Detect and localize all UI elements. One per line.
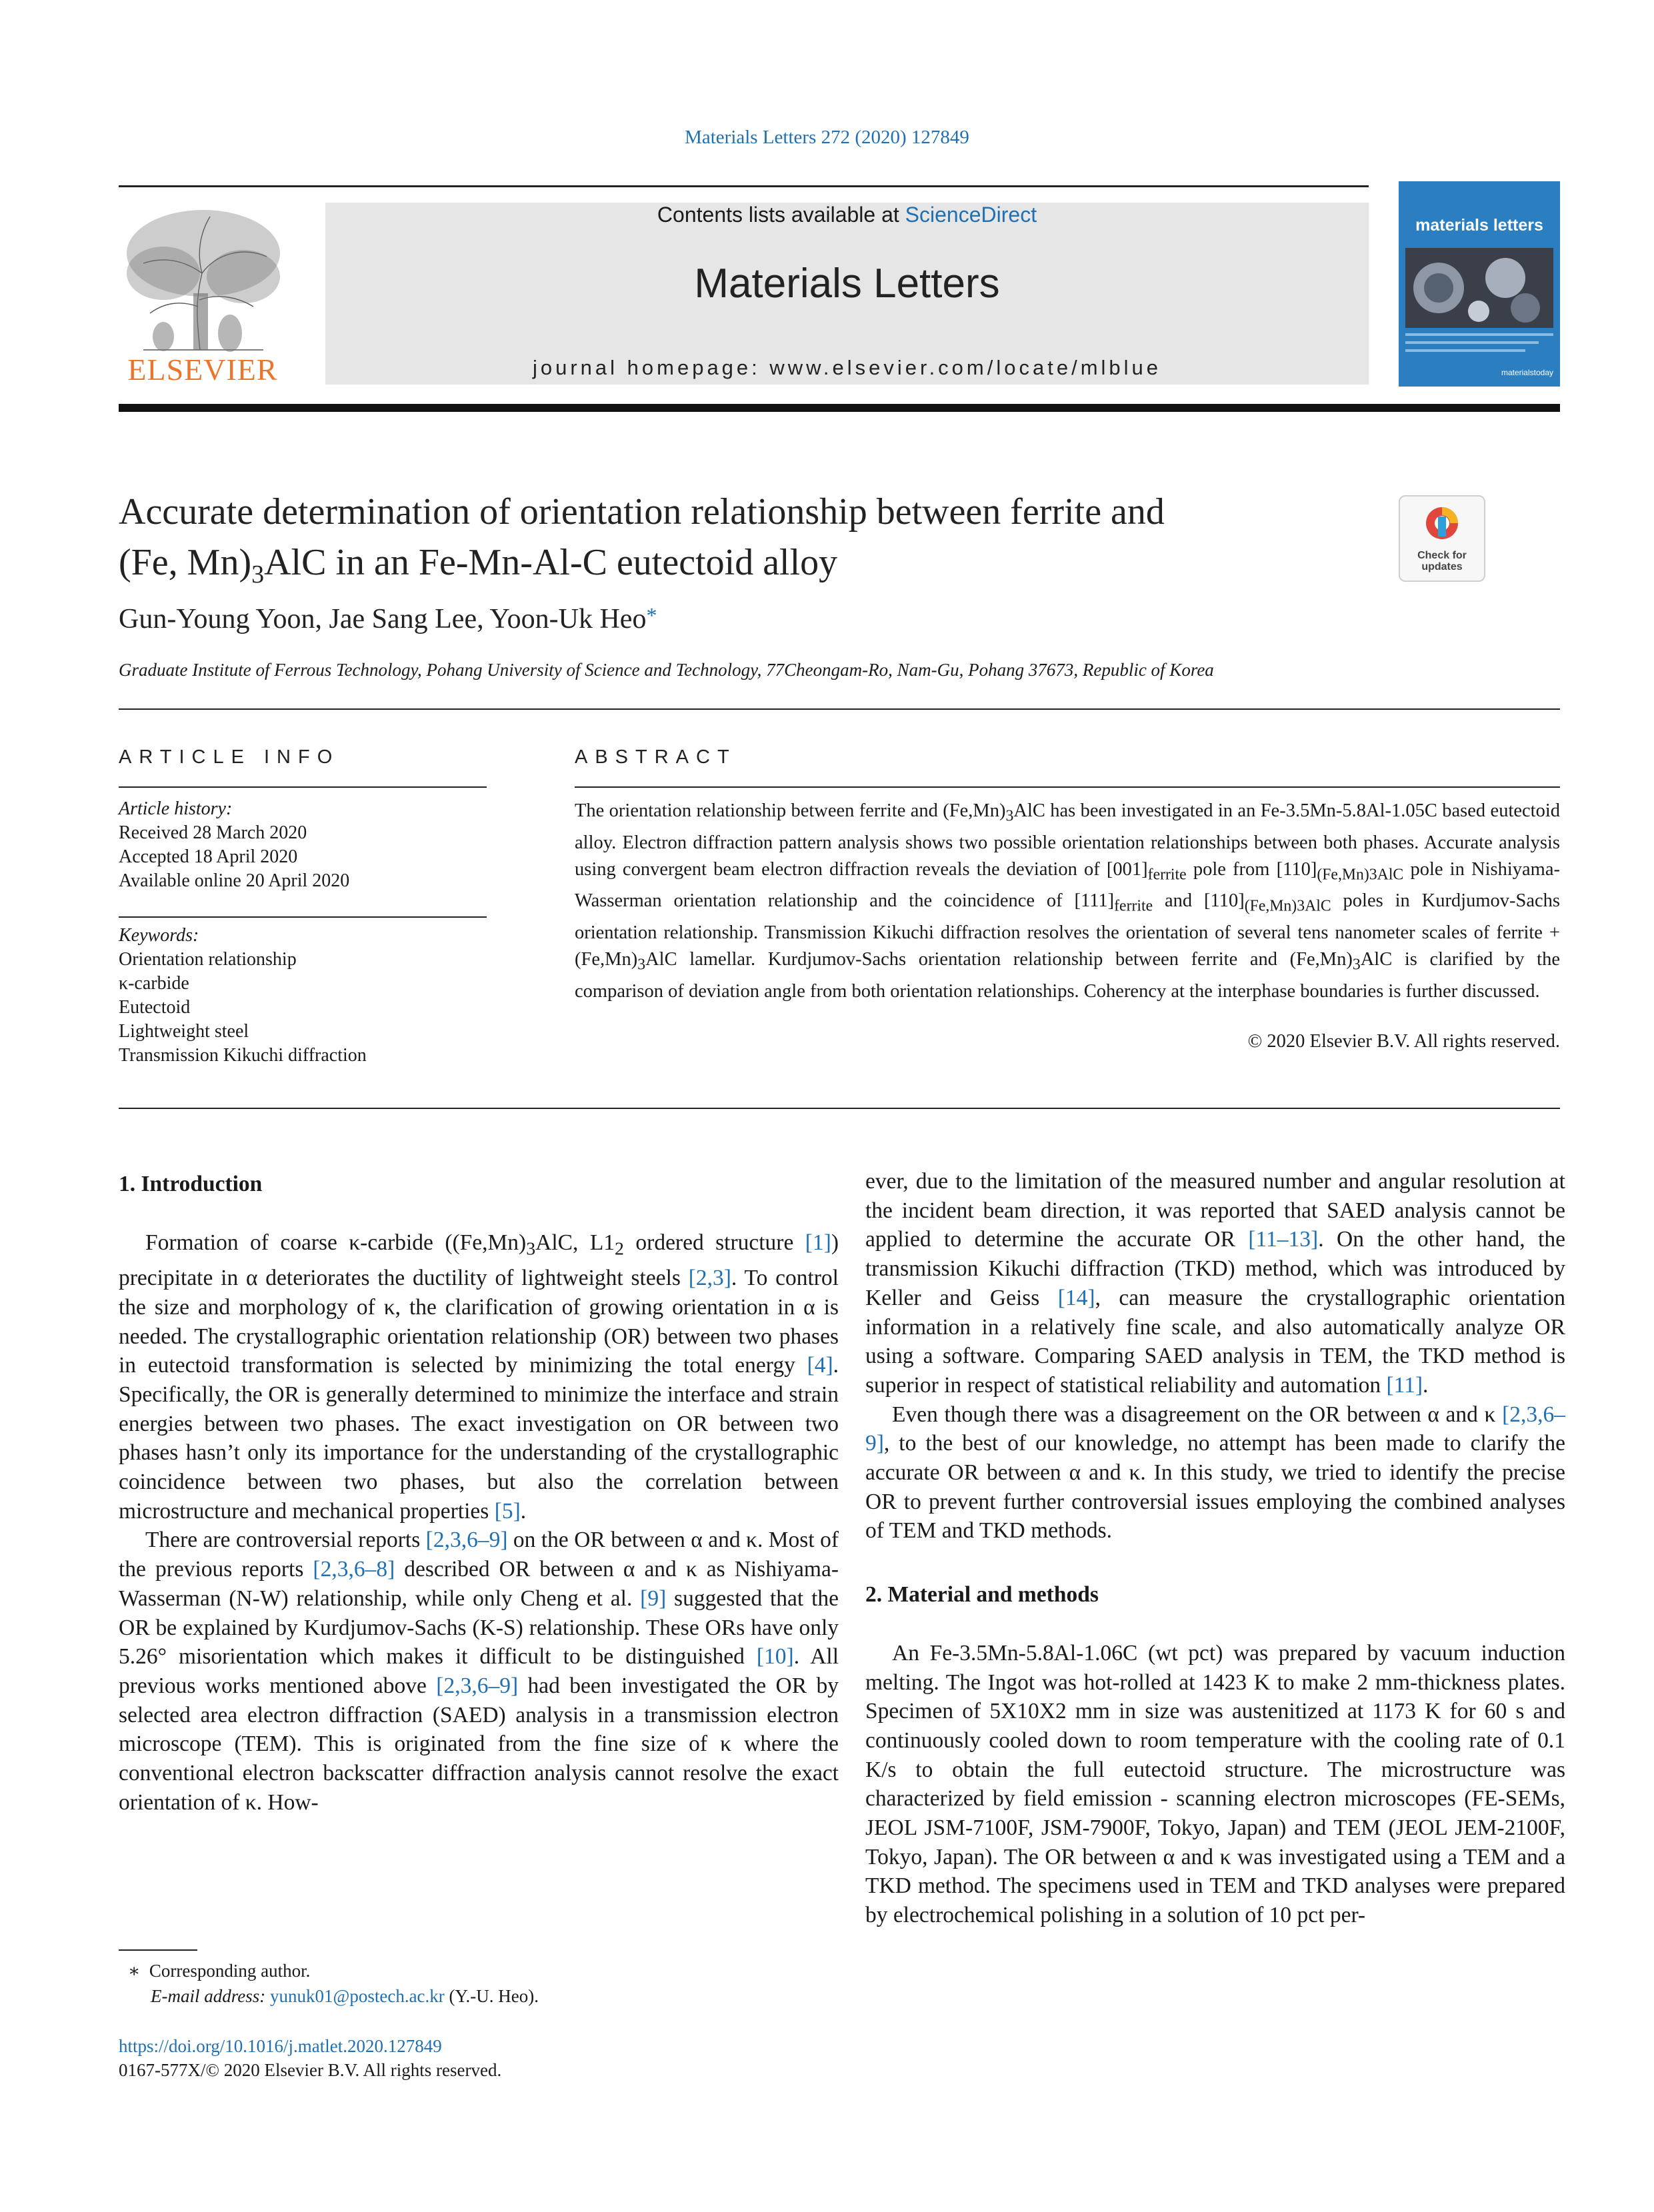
section-divider [119,1108,1560,1109]
contents-line [325,203,1369,227]
corresponding-author-mark[interactable]: * [646,603,657,627]
cover-text-line [1405,333,1553,336]
author-email-link[interactable]: yunuk01@postech.ac.kr [269,1986,445,2006]
cover-text-line [1405,349,1525,352]
right-column [865,1167,1565,1930]
article-history [119,797,349,893]
keyword: Lightweight steel [119,1021,249,1042]
paragraph: Formation of coarse κ-carbide ($(Fe,Mn)_3AlC$, $L1_2$ ordered structure [1]) precipitate in α deteriorates the ductility of lightweight steels [2,3]. To control the size and morphology of κ, the clarification of growing orientation in α is needed. The crystallographic orientation relationship (OR) between two phases in eutectoid transformation is selected by minimizing the total energy [4]. Specifically, the OR is generally determined to minimize the interface and strain energies between two phases. The exact investigation on OR between two phases hasn’t only its importance for the understanding of the crystallographic coincidence between two phases, but also the correlation between microstructure and mechanical properties [5]. [119,1230,839,1524]
cover-title: materials letters [1415,216,1543,235]
online-date: Available online 20 April 2020 [119,870,350,891]
keyword: Orientation relationship [119,949,297,970]
methods-heading: 2. Material and methods [865,1582,1099,1608]
header-top-rule [119,185,1369,187]
journal-name: Materials Letters [694,261,1000,307]
keywords-rule [119,916,487,918]
keyword: Eutectoid [119,997,191,1018]
paragraph: ever, due to the limitation of the measured number and angular resolution at the incident beam direction, it was reported that SAED analysis cannot be applied to determine the accurate OR [11–13]. On the other hand, the transmission Kikuchi diffraction (TKD) method, which was introduced by Keller and Geiss [14], can measure the crystallographic orientation information in a relatively fine scale, and also automatically analyze OR using a software. Comparing SAED analysis in TEM, the TKD method is superior in respect of statistical reliability and automation [11]. [865,1169,1566,1398]
header-bottom-rule [119,404,1560,412]
cover-footer: materialstoday [1501,368,1553,377]
section-divider [119,708,1560,710]
elsevier-wordmark: ELSEVIER [127,353,278,387]
paragraph: Even though there was a disagreement on the OR between α and κ [2,3,6–9], to the best of our knowledge, no attempt has been made to clarify the accurate OR between α and κ. In this study, we tried to identify the precise OR to prevent further controversial issues employing the combined analyses of TEM and TKD methods. [865,1402,1565,1544]
abstract-copyright: © 2020 Elsevier B.V. All rights reserved. [1247,1031,1560,1052]
accepted-date: Accepted 18 April 2020 [119,846,298,867]
keyword: Transmission Kikuchi diffraction [119,1045,367,1066]
cover-micrograph [1405,248,1553,328]
journal-cover-image[interactable] [1399,181,1560,387]
cover-text-line [1405,341,1539,344]
journal-homepage-link[interactable]: journal homepage: www.elsevier.com/locate/mlblue [532,356,1162,379]
doi-link[interactable]: https://doi.org/10.1016/j.matlet.2020.127849 [119,2036,442,2056]
crossmark-icon [1423,505,1461,545]
abstract-rule [575,786,1560,788]
doi-block [119,2034,501,2082]
footnote-rule [119,1949,197,1951]
keywords-block [119,924,367,1068]
received-date: Received 28 March 2020 [119,822,307,843]
article-info-rule [119,786,487,788]
crossmark-label: Check for updates [1417,550,1467,572]
corresponding-note: ∗ Corresponding author. [128,1961,311,1981]
affiliation: Graduate Institute of Ferrous Technology, Pohang University of Science and Technology, 77Cheongam-Ro, Nam-Gu, Pohang 37673, Republic of Korea [119,660,1214,680]
history-label: Article history: [119,798,233,819]
title-line-1: Accurate determination of orientation relationship between ferrite and [119,491,1165,533]
paragraph: There are controversial reports [2,3,6–9] on the OR between α and κ. Most of the previous reports [2,3,6–8] described OR between α and κ as Nishiyama-Wasserman (N-W) relationship, while only Cheng et al. [9] suggested that the OR be explained by Kurdjumov-Sachs (K-S) relationship. These ORs have only 5.26° misorientation which makes it difficult to be distinguished [10]. All previous works mentioned above [2,3,6–9] had been investigated the OR by selected area electron diffraction (SAED) analysis in a transmission electron microscope (TEM). This is originated from the fine size of κ where the conventional electron backscatter diffraction analysis cannot resolve the exact orientation of κ. How- [119,1528,839,1815]
sciencedirect-link[interactable]: ScienceDirect [905,203,1037,227]
issn-line: 0167-577X/© 2020 Elsevier B.V. All rights reserved. [119,2060,502,2080]
article-title [119,487,1385,600]
abstract-heading: ABSTRACT [575,746,737,768]
footnote [119,1958,539,2009]
abstract-text: The orientation relationship between ferrite and $(Fe,Mn)_3AlC$ has been investigated in an Fe-3.5Mn-5.8Al-1.05C based eutectoid alloy. Electron diffraction pattern analysis shows two possible orientation relationships between both phases. Accurate analysis using convergent beam electron diffraction reveals the deviation of $[001]_{ferrite}$ pole from $[110]_{(Fe,Mn)3AlC}$ pole in Nishiyama-Wasserman orientation relationship and the coincidence of $[111]_{ferrite}$ and $[110]_{(Fe,Mn)3AlC}$ poles in Kurdjumov-Sachs orientation relationship. Transmission Kikuchi diffraction resolves the orientation of several tens nanometer scales of ferrite $+(Fe,Mn)_3AlC$ lamellar. Kurdjumov-Sachs orientation relationship between ferrite and $(Fe,Mn)_3AlC$ is clarified by the comparison of deviation angle from both orientation relationships. Coherency at the interphase boundaries is further discussed. [575,800,1561,1002]
check-for-updates-button[interactable] [1399,495,1485,582]
email-note: E-mail address: yunuk01@postech.ac.kr (Y.-U. Heo). [151,1986,539,2006]
intro-heading: 1. Introduction [119,1172,263,1196]
paragraph: An Fe-3.5Mn-5.8Al-1.06C (wt pct) was prepared by vacuum induction melting. The Ingot was hot-rolled at 1423 K to make 2 mm-thickness plates. Specimen of 5X10X2 mm in size was austenitized at 1173 K for 60 s and continuously cooled down to room temperature with the cooling rate of 0.1 K/s to obtain the full eutectoid structure. The microstructure was characterized by field emission - scanning electron microscopes (FE-SEMs, JEOL JSM-7100F, JSM-7900F, Tokyo, Japan) and TEM (JEOL JEM-2100F, Tokyo, Japan). The OR between α and κ was investigated using a TEM and a TKD method. The specimens used in TEM and TKD analyses were prepared by electrochemical polishing in a solution of 10 pct per- [865,1640,1565,1928]
author-list: Gun-Young Yoon, Jae Sang Lee, Yoon-Uk Heo* [119,603,657,634]
left-column [119,1170,839,1817]
title-line-2: (Fe, $Mn)_3AlC$ in an Fe-Mn-Al-C eutectoid alloy [119,542,838,589]
article-info-heading: ARTICLE INFO [119,746,340,768]
contents-prefix: Contents lists available at [657,203,905,227]
journal-reference-link[interactable]: Materials Letters 272 (2020) 127849 [685,127,969,148]
keyword: κ-carbide [119,973,189,994]
keywords-label: Keywords: [119,925,199,946]
